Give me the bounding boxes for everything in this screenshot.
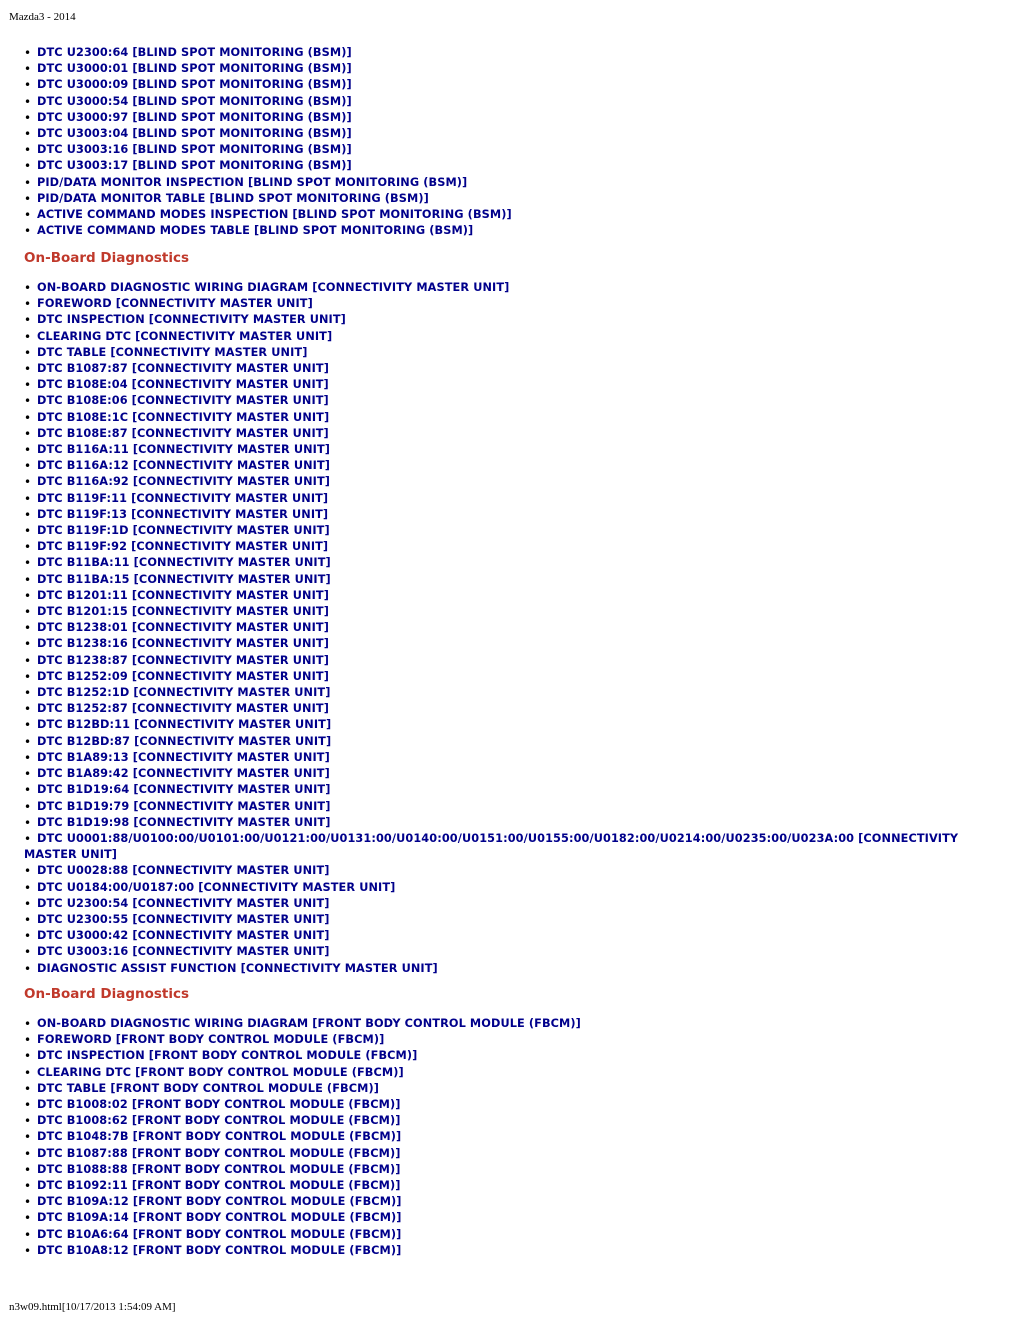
bullet-icon: • — [24, 459, 32, 474]
document-link[interactable]: DTC B11BA:11 [CONNECTIVITY MASTER UNIT] — [37, 556, 331, 570]
document-link[interactable]: DTC B119F:1D [CONNECTIVITY MASTER UNIT] — [37, 524, 330, 538]
list-item — [24, 1081, 1004, 1097]
bullet-icon: • — [24, 94, 32, 109]
list-item — [24, 142, 1004, 158]
document-link[interactable]: DTC U0184:00/U0187:00 [CONNECTIVITY MASTER UNIT] — [37, 880, 396, 894]
list-item — [24, 491, 1004, 507]
bullet-icon: • — [24, 669, 32, 684]
document-link[interactable]: DTC B108E:04 [CONNECTIVITY MASTER UNIT] — [37, 378, 329, 392]
bullet-icon: • — [24, 410, 32, 425]
bullet-icon: • — [24, 110, 32, 125]
document-link[interactable]: DTC U3000:09 [BLIND SPOT MONITORING (BSM)] — [37, 78, 352, 92]
bullet-icon: • — [24, 426, 32, 441]
list-item — [24, 1162, 1004, 1178]
list-item — [24, 815, 1004, 831]
document-link[interactable]: PID/DATA MONITOR INSPECTION [BLIND SPOT MONITORING (BSM)] — [37, 175, 468, 189]
document-link[interactable]: DTC B12BD:11 [CONNECTIVITY MASTER UNIT] — [37, 718, 332, 732]
document-link[interactable]: FOREWORD [CONNECTIVITY MASTER UNIT] — [37, 297, 313, 311]
document-link[interactable]: DTC B108E:1C [CONNECTIVITY MASTER UNIT] — [37, 410, 330, 424]
list-item — [24, 158, 1004, 174]
bullet-icon: • — [24, 1243, 32, 1258]
list-item — [24, 426, 1004, 442]
document-link[interactable]: DTC B116A:92 [CONNECTIVITY MASTER UNIT] — [37, 475, 331, 489]
bullet-icon: • — [24, 491, 32, 506]
list-item — [24, 45, 1004, 61]
bullet-icon: • — [24, 507, 32, 522]
page-footer: n3w09.html[10/17/2013 1:54:09 AM] — [9, 1301, 176, 1313]
document-link[interactable]: CLEARING DTC [CONNECTIVITY MASTER UNIT] — [37, 329, 333, 343]
document-link[interactable]: ON-BOARD DIAGNOSTIC WIRING DIAGRAM [CONNECTIVITY MASTER UNIT] — [37, 281, 510, 294]
bullet-icon: • — [24, 394, 32, 409]
bullet-icon: • — [24, 686, 32, 701]
list-item — [24, 928, 1004, 944]
document-link[interactable]: DTC B108E:06 [CONNECTIVITY MASTER UNIT] — [37, 394, 329, 408]
bullet-icon: • — [24, 540, 32, 555]
bullet-icon: • — [24, 78, 32, 93]
bullet-icon: • — [24, 864, 32, 879]
document-link[interactable]: ACTIVE COMMAND MODES TABLE [BLIND SPOT MONITORING (BSM)] — [37, 224, 474, 238]
bullet-icon: • — [24, 912, 32, 927]
document-link[interactable]: DTC B1252:87 [CONNECTIVITY MASTER UNIT] — [37, 702, 329, 716]
document-link[interactable]: DTC B108E:87 [CONNECTIVITY MASTER UNIT] — [37, 426, 329, 440]
bullet-icon: • — [24, 1049, 32, 1064]
document-link[interactable]: DTC U3003:17 [BLIND SPOT MONITORING (BSM)] — [37, 159, 352, 173]
bullet-icon: • — [24, 929, 32, 944]
list-item — [24, 1065, 1004, 1081]
document-link[interactable]: DTC B1008:02 [FRONT BODY CONTROL MODULE (FBCM)] — [37, 1098, 401, 1112]
document-link[interactable]: DTC B119F:13 [CONNECTIVITY MASTER UNIT] — [37, 507, 329, 521]
list-item — [24, 126, 1004, 142]
bullet-icon: • — [24, 127, 32, 142]
document-link[interactable]: DTC B1D19:64 [CONNECTIVITY MASTER UNIT] — [37, 783, 331, 797]
document-link[interactable]: DTC U0001:88/U0100:00/U0101:00/U0121:00/U0131:00/U0140:00/U0151:00/U0155:00/U0182:00/U0214:00/U0235:00/U023A:00 [CONNECTIVITY MASTER UNIT] — [24, 831, 959, 862]
bullet-icon: • — [24, 329, 32, 344]
document-link[interactable]: DTC B1088:88 [FRONT BODY CONTROL MODULE (FBCM)] — [37, 1162, 401, 1176]
list-item — [24, 507, 1004, 523]
bullet-icon: • — [24, 767, 32, 782]
document-link[interactable]: DTC TABLE [CONNECTIVITY MASTER UNIT] — [37, 345, 308, 359]
list-item — [24, 1178, 1004, 1194]
list-item — [24, 782, 1004, 798]
bullet-icon: • — [24, 1065, 32, 1080]
list-item — [24, 880, 1004, 896]
document-link[interactable]: DTC U2300:55 [CONNECTIVITY MASTER UNIT] — [37, 912, 330, 926]
bullet-icon: • — [24, 1211, 32, 1226]
list-item — [24, 77, 1004, 93]
list-item — [24, 345, 1004, 361]
bullet-icon: • — [24, 362, 32, 377]
bullet-icon: • — [24, 1130, 32, 1145]
bullet-icon: • — [24, 799, 32, 814]
list-item — [24, 539, 1004, 555]
document-link[interactable]: DTC B11BA:15 [CONNECTIVITY MASTER UNIT] — [37, 572, 331, 586]
bullet-icon: • — [24, 46, 32, 60]
list-item — [24, 1032, 1004, 1048]
bullet-icon: • — [24, 1033, 32, 1048]
document-link[interactable]: DTC B1201:11 [CONNECTIVITY MASTER UNIT] — [37, 588, 329, 602]
document-link[interactable]: DTC U3000:97 [BLIND SPOT MONITORING (BSM)] — [37, 110, 352, 124]
bullet-icon: • — [24, 1081, 32, 1096]
list-item — [24, 912, 1004, 928]
bullet-icon: • — [24, 718, 32, 733]
list-item — [24, 896, 1004, 912]
list-item — [24, 944, 1004, 960]
list-item — [24, 1016, 1004, 1032]
document-link[interactable]: DTC U3000:01 [BLIND SPOT MONITORING (BSM)] — [37, 62, 352, 76]
bullet-icon: • — [24, 191, 32, 206]
document-link[interactable]: DTC B1238:01 [CONNECTIVITY MASTER UNIT] — [37, 621, 329, 635]
list-item — [24, 604, 1004, 620]
bullet-icon: • — [24, 313, 32, 328]
list-item — [24, 1227, 1004, 1243]
section-heading-fbcm: On-Board Diagnostics — [24, 986, 190, 1002]
bullet-icon: • — [24, 556, 32, 571]
document-link[interactable]: DTC TABLE [FRONT BODY CONTROL MODULE (FBCM)] — [37, 1081, 379, 1095]
list-item — [24, 555, 1004, 571]
document-link[interactable]: DTC B1A89:42 [CONNECTIVITY MASTER UNIT] — [37, 767, 330, 781]
list-item — [24, 280, 1004, 296]
document-link[interactable]: DTC B1008:62 [FRONT BODY CONTROL MODULE (FBCM)] — [37, 1114, 401, 1128]
bullet-icon: • — [24, 524, 32, 539]
bullet-icon: • — [24, 1146, 32, 1161]
link-list-bsm — [24, 45, 1004, 239]
list-item — [24, 175, 1004, 191]
list-item — [24, 799, 1004, 815]
bullet-icon: • — [24, 880, 32, 895]
bullet-icon: • — [24, 208, 32, 223]
list-item — [24, 685, 1004, 701]
list-item — [24, 474, 1004, 490]
document-link[interactable]: DTC B109A:14 [FRONT BODY CONTROL MODULE (FBCM)] — [37, 1211, 402, 1225]
list-item — [24, 1129, 1004, 1145]
bullet-icon: • — [24, 702, 32, 717]
bullet-icon: • — [24, 297, 32, 312]
list-item — [24, 94, 1004, 110]
page-header: Mazda3 - 2014 — [9, 11, 76, 23]
document-link[interactable]: DTC U2300:64 [BLIND SPOT MONITORING (BSM)] — [37, 46, 352, 59]
bullet-icon: • — [24, 159, 32, 174]
document-link[interactable]: DTC B1087:87 [CONNECTIVITY MASTER UNIT] — [37, 362, 329, 376]
bullet-icon: • — [24, 475, 32, 490]
list-item — [24, 523, 1004, 539]
list-item — [24, 1097, 1004, 1113]
bullet-icon: • — [24, 750, 32, 765]
list-item — [24, 961, 1004, 977]
list-item — [24, 110, 1004, 126]
list-item — [24, 191, 1004, 207]
bullet-icon: • — [24, 588, 32, 603]
document-link[interactable]: ON-BOARD DIAGNOSTIC WIRING DIAGRAM [FRONT BODY CONTROL MODULE (FBCM)] — [37, 1017, 581, 1030]
list-item — [24, 393, 1004, 409]
document-link[interactable]: DTC U3003:16 [BLIND SPOT MONITORING (BSM)] — [37, 143, 352, 157]
document-link[interactable]: DTC B12BD:87 [CONNECTIVITY MASTER UNIT] — [37, 734, 332, 748]
document-link[interactable]: DTC B1238:87 [CONNECTIVITY MASTER UNIT] — [37, 653, 329, 667]
list-item — [24, 766, 1004, 782]
document-link[interactable]: DTC U0028:88 [CONNECTIVITY MASTER UNIT] — [37, 864, 330, 878]
list-item — [24, 572, 1004, 588]
bullet-icon: • — [24, 378, 32, 393]
bullet-icon: • — [24, 783, 32, 798]
bullet-icon: • — [24, 896, 32, 911]
list-item — [24, 1194, 1004, 1210]
document-link[interactable]: ACTIVE COMMAND MODES INSPECTION [BLIND SPOT MONITORING (BSM)] — [37, 208, 512, 222]
bullet-icon: • — [24, 62, 32, 77]
bullet-icon: • — [24, 1114, 32, 1129]
list-item — [24, 1113, 1004, 1129]
bullet-icon: • — [24, 637, 32, 652]
document-link[interactable]: DTC B119F:11 [CONNECTIVITY MASTER UNIT] — [37, 491, 329, 505]
list-item — [24, 61, 1004, 77]
bullet-icon: • — [24, 605, 32, 620]
list-item — [24, 223, 1004, 239]
bullet-icon: • — [24, 945, 32, 960]
list-item — [24, 1210, 1004, 1226]
list-item — [24, 1243, 1004, 1259]
bullet-icon: • — [24, 224, 32, 239]
document-link[interactable]: DTC B116A:11 [CONNECTIVITY MASTER UNIT] — [37, 443, 331, 457]
bullet-icon: • — [24, 961, 32, 976]
bullet-icon: • — [24, 621, 32, 636]
document-link[interactable]: DTC B10A8:12 [FRONT BODY CONTROL MODULE (FBCM)] — [37, 1243, 402, 1257]
document-link[interactable]: DTC U2300:54 [CONNECTIVITY MASTER UNIT] — [37, 896, 330, 910]
bullet-icon: • — [24, 443, 32, 458]
document-link[interactable]: DTC U3000:42 [CONNECTIVITY MASTER UNIT] — [37, 929, 330, 943]
document-link[interactable]: DTC U3003:04 [BLIND SPOT MONITORING (BSM)] — [37, 127, 352, 141]
bullet-icon: • — [24, 1227, 32, 1242]
document-link[interactable]: DTC B1D19:79 [CONNECTIVITY MASTER UNIT] — [37, 799, 331, 813]
bullet-icon: • — [24, 1195, 32, 1210]
document-link[interactable]: DTC B1087:88 [FRONT BODY CONTROL MODULE (FBCM)] — [37, 1146, 401, 1160]
bullet-icon: • — [24, 345, 32, 360]
bullet-icon: • — [24, 653, 32, 668]
link-list-fbcm — [24, 1016, 1004, 1259]
bullet-icon: • — [24, 175, 32, 190]
document-link[interactable]: DTC B1252:09 [CONNECTIVITY MASTER UNIT] — [37, 669, 329, 683]
list-item — [24, 620, 1004, 636]
document-link[interactable]: DTC B1201:15 [CONNECTIVITY MASTER UNIT] — [37, 605, 329, 619]
link-list-connectivity-master-unit — [24, 280, 1004, 977]
document-link[interactable]: DTC B1252:1D [CONNECTIVITY MASTER UNIT] — [37, 686, 331, 700]
bullet-icon: • — [24, 1017, 32, 1031]
document-link[interactable]: FOREWORD [FRONT BODY CONTROL MODULE (FBCM)] — [37, 1033, 385, 1047]
document-link[interactable]: DTC B109A:12 [FRONT BODY CONTROL MODULE (FBCM)] — [37, 1195, 402, 1209]
list-item — [24, 717, 1004, 733]
list-item — [24, 636, 1004, 652]
document-link[interactable]: DTC B10A6:64 [FRONT BODY CONTROL MODULE (FBCM)] — [37, 1227, 402, 1241]
document-link[interactable]: DTC U3003:16 [CONNECTIVITY MASTER UNIT] — [37, 945, 330, 959]
list-item — [24, 361, 1004, 377]
document-link[interactable]: DTC B1D19:98 [CONNECTIVITY MASTER UNIT] — [37, 815, 331, 829]
list-item — [24, 734, 1004, 750]
document-link[interactable]: DTC B1238:16 [CONNECTIVITY MASTER UNIT] — [37, 637, 329, 651]
document-link[interactable]: DTC INSPECTION [FRONT BODY CONTROL MODULE (FBCM)] — [37, 1049, 418, 1063]
list-item — [24, 669, 1004, 685]
document-link[interactable]: DTC B1048:7B [FRONT BODY CONTROL MODULE (FBCM)] — [37, 1130, 402, 1144]
list-item — [24, 701, 1004, 717]
bullet-icon: • — [24, 734, 32, 749]
bullet-icon: • — [24, 1179, 32, 1194]
document-link[interactable]: CLEARING DTC [FRONT BODY CONTROL MODULE (FBCM)] — [37, 1065, 404, 1079]
list-item — [24, 831, 1004, 863]
list-item — [24, 458, 1004, 474]
list-item — [24, 653, 1004, 669]
list-item — [24, 750, 1004, 766]
list-item — [24, 207, 1004, 223]
document-link[interactable]: DTC INSPECTION [CONNECTIVITY MASTER UNIT] — [37, 313, 346, 327]
list-item — [24, 442, 1004, 458]
bullet-icon: • — [24, 281, 32, 295]
document-link[interactable]: DTC B119F:92 [CONNECTIVITY MASTER UNIT] — [37, 540, 329, 554]
bullet-icon: • — [24, 815, 32, 830]
document-link[interactable]: DTC B1A89:13 [CONNECTIVITY MASTER UNIT] — [37, 750, 330, 764]
bullet-icon: • — [24, 572, 32, 587]
list-item — [24, 296, 1004, 312]
section-heading-connectivity: On-Board Diagnostics — [24, 250, 190, 266]
bullet-icon: • — [24, 1098, 32, 1113]
list-item — [24, 377, 1004, 393]
list-item — [24, 1146, 1004, 1162]
list-item — [24, 312, 1004, 328]
bullet-icon: • — [24, 143, 32, 158]
document-link[interactable]: PID/DATA MONITOR TABLE [BLIND SPOT MONITORING (BSM)] — [37, 191, 429, 205]
list-item — [24, 863, 1004, 879]
list-item — [24, 1048, 1004, 1064]
list-item — [24, 588, 1004, 604]
document-link[interactable]: DTC B116A:12 [CONNECTIVITY MASTER UNIT] — [37, 459, 331, 473]
document-link[interactable]: DTC B1092:11 [FRONT BODY CONTROL MODULE (FBCM)] — [37, 1179, 401, 1193]
bullet-icon: • — [24, 1162, 32, 1177]
list-item — [24, 410, 1004, 426]
document-link[interactable]: DIAGNOSTIC ASSIST FUNCTION [CONNECTIVITY MASTER UNIT] — [37, 961, 438, 975]
bullet-icon: • — [24, 831, 32, 846]
list-item — [24, 329, 1004, 345]
document-link[interactable]: DTC U3000:54 [BLIND SPOT MONITORING (BSM)] — [37, 94, 352, 108]
